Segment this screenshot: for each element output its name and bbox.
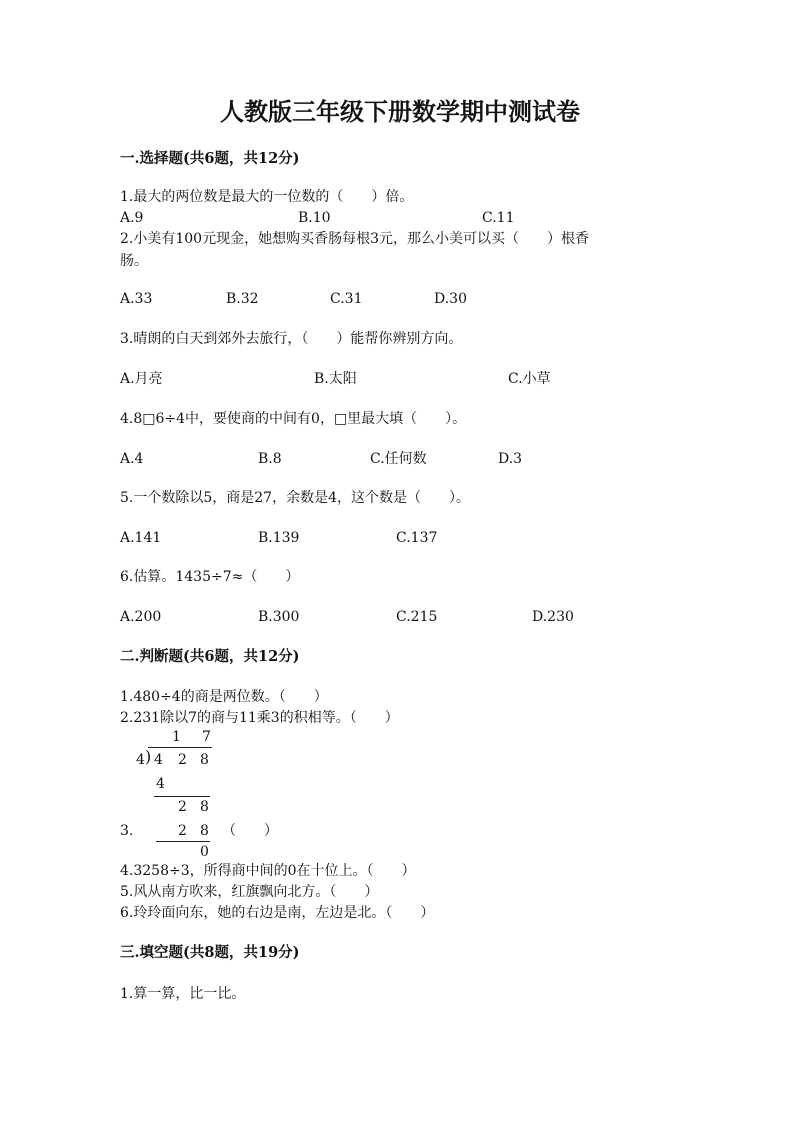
question-stem-continued: 肠。 xyxy=(120,253,148,269)
question-stem: 5.一个数除以5，商是27，余数是4，这个数是（ ）。 xyxy=(120,490,470,506)
option: A.33 xyxy=(120,291,153,307)
section-heading-choice: 一.选择题(共6题，共12分) xyxy=(120,150,300,167)
judgement-item: 2.231除以7的商与11乘3的积相等。（ ） xyxy=(120,710,399,726)
option: B.10 xyxy=(298,210,331,226)
page-title: 人教版三年级下册数学期中测试卷 xyxy=(220,97,580,126)
option: B.太阳 xyxy=(314,371,357,387)
option: D.30 xyxy=(434,291,467,307)
option: C.215 xyxy=(396,609,438,625)
option: A.月亮 xyxy=(120,371,163,387)
question-stem: 6.估算。1435÷7≈（ ） xyxy=(120,569,300,585)
option: B.139 xyxy=(258,530,300,546)
remainder-digit: 0 xyxy=(200,844,209,860)
dividend-digit: 8 xyxy=(200,752,209,768)
step-digit: 2 xyxy=(178,799,187,815)
section-heading-judgement: 二.判断题(共6题，共12分) xyxy=(120,648,300,665)
judgement-item: 3. xyxy=(120,823,134,839)
section-heading-fill-blank: 三.填空题(共8题，共19分) xyxy=(120,944,300,961)
judgement-item: 6.玲玲面向东，她的右边是南，左边是北。（ ） xyxy=(120,905,435,921)
judgement-item: 1.480÷4的商是两位数。（ ） xyxy=(120,689,328,705)
long-division-figure xyxy=(134,726,224,861)
step-line xyxy=(156,841,210,842)
option: C.137 xyxy=(396,530,438,546)
step-line xyxy=(154,796,210,797)
division-bracket: ) xyxy=(145,747,152,766)
option: A.9 xyxy=(120,210,144,226)
step-digit: 8 xyxy=(200,823,209,839)
question-stem: 2.小美有100元现金，她想购买香肠每根3元，那么小美可以买（ ）根香 xyxy=(120,231,589,247)
division-bar xyxy=(148,747,212,748)
option: B.300 xyxy=(258,609,300,625)
option: D.3 xyxy=(498,451,523,467)
quotient-digit: 1 xyxy=(172,729,181,745)
judgement-item: 5.风从南方吹来，红旗飘向北方。（ ） xyxy=(120,884,379,900)
option: A.200 xyxy=(120,609,162,625)
option: D.230 xyxy=(532,609,574,625)
step-digit: 4 xyxy=(156,776,165,792)
dividend-digit: 4 xyxy=(154,752,163,768)
dividend-digit: 2 xyxy=(178,752,187,768)
option: A.141 xyxy=(120,530,162,546)
answer-paren: （ ） xyxy=(222,823,278,839)
option: B.8 xyxy=(258,451,282,467)
divisor: 4 xyxy=(136,752,145,768)
judgement-item: 4.3258÷3，所得商中间的0在十位上。（ ） xyxy=(120,863,416,879)
option: C.小草 xyxy=(508,371,551,387)
option: B.32 xyxy=(226,291,259,307)
fill-blank-item: 1.算一算，比一比。 xyxy=(120,986,246,1002)
step-digit: 2 xyxy=(178,823,187,839)
question-stem: 4.8□6÷4中，要使商的中间有0，□里最大填（ ）。 xyxy=(120,411,467,427)
option: A.4 xyxy=(120,451,144,467)
question-stem: 3.晴朗的白天到郊外去旅行，（ ）能帮你辨别方向。 xyxy=(120,331,463,347)
option: C.31 xyxy=(330,291,363,307)
option: C.11 xyxy=(482,210,515,226)
quotient-digit: 7 xyxy=(202,729,211,745)
option: C.任何数 xyxy=(370,451,427,467)
question-stem: 1.最大的两位数是最大的一位数的（ ）倍。 xyxy=(120,189,414,205)
step-digit: 8 xyxy=(200,799,209,815)
